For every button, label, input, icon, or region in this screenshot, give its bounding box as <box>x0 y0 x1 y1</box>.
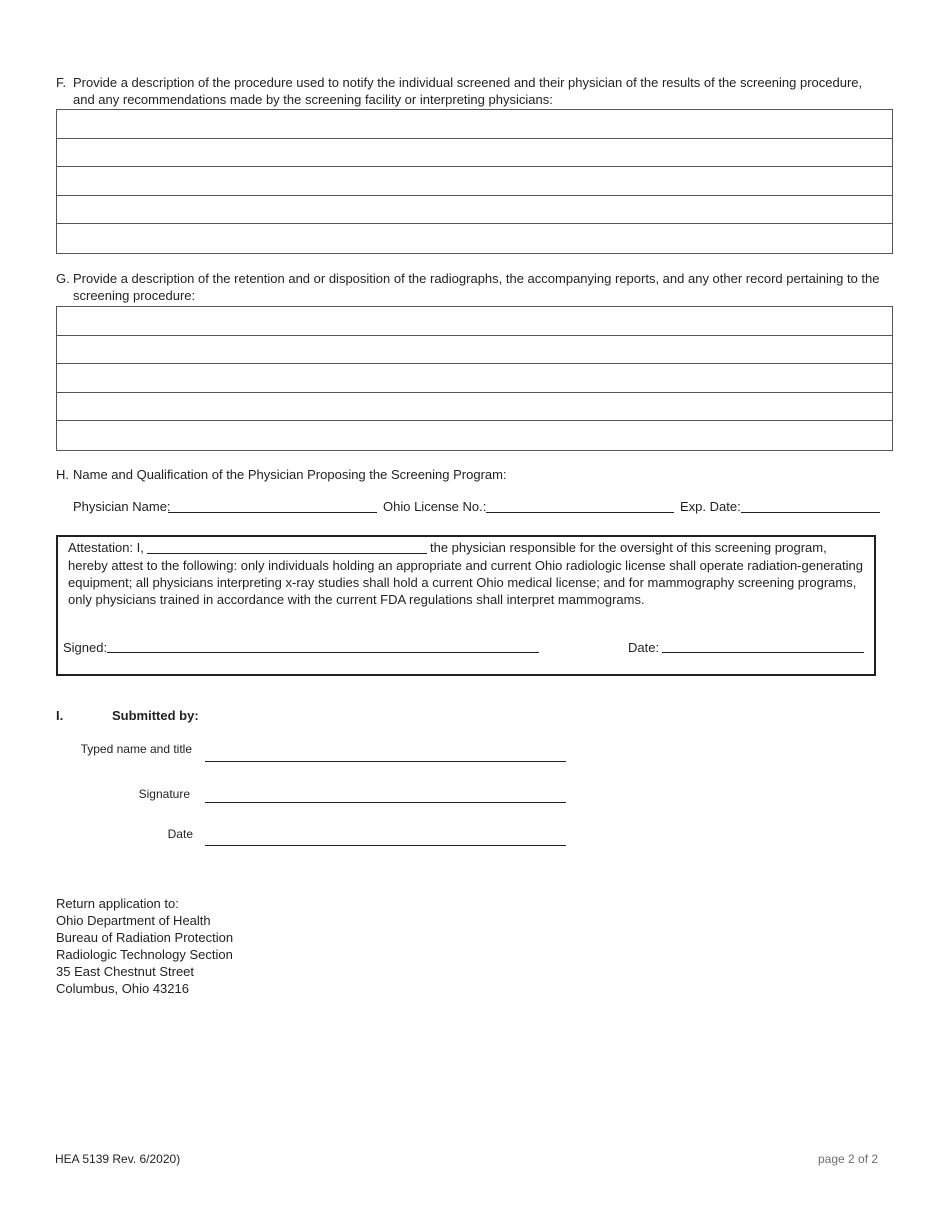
physician-name-field[interactable] <box>168 512 377 513</box>
page-number: page 2 of 2 <box>818 1152 879 1166</box>
typed-name-field[interactable] <box>205 761 566 762</box>
section-h-prompt <box>56 466 886 483</box>
section-i-letter: I. <box>56 708 64 723</box>
return-line: Columbus, Ohio 43216 <box>56 981 189 996</box>
return-address <box>56 895 233 997</box>
form-id: HEA 5139 Rev. 6/2020) <box>55 1152 181 1166</box>
signed-label: Signed: <box>63 640 108 655</box>
answer-line[interactable] <box>57 224 892 253</box>
section-f-letter: F. <box>56 75 67 90</box>
section-g-text: Provide a description of the retention and or disposition of the radiographs, the accompanying reports, and any other record pertaining to the screening procedure: <box>73 271 880 303</box>
answer-line[interactable] <box>57 393 892 422</box>
exp-date-field[interactable] <box>741 512 880 513</box>
answer-line[interactable] <box>57 196 892 225</box>
section-g-answer-grid <box>56 306 893 451</box>
section-f-prompt <box>56 74 886 108</box>
return-line: Bureau of Radiation Protection <box>56 930 234 945</box>
section-g-prompt <box>56 270 886 304</box>
section-h-letter: H. <box>56 467 69 482</box>
attesting-physician-field[interactable] <box>147 553 427 554</box>
answer-line[interactable] <box>57 139 892 168</box>
section-f-text: Provide a description of the procedure used to notify the individual screened and their physician of the results of the screening procedure, and any recommendations made by the screening facility or interpreting physicians: <box>73 75 863 107</box>
attestation-signature-field[interactable] <box>107 652 539 653</box>
attestation-body: hereby attest to the following: only individuals holding an appropriate and current Ohio radiologic license shall operate radiation-generating equipment; all physicians interpreting x-ray studies shall hold a current Ohio medical license; and for mammography screening programs, only physicians trained in accordance with the current FDA regulations shall interpret mammograms. <box>68 558 863 607</box>
signature-label: Signature <box>138 787 190 801</box>
attestation-date-field[interactable] <box>662 652 864 653</box>
answer-line[interactable] <box>57 364 892 393</box>
exp-date-label: Exp. Date: <box>680 499 741 514</box>
answer-line[interactable] <box>57 167 892 196</box>
section-f-answer-grid <box>56 109 893 254</box>
attestation-prefix: Attestation: I, <box>68 540 144 555</box>
return-line: Radiologic Technology Section <box>56 947 233 962</box>
section-i-title: Submitted by: <box>112 708 199 723</box>
return-line: Ohio Department of Health <box>56 913 211 928</box>
date-field[interactable] <box>205 845 566 846</box>
answer-line[interactable] <box>57 421 892 450</box>
signature-field[interactable] <box>205 802 566 803</box>
answer-line[interactable] <box>57 307 892 336</box>
return-line: Return application to: <box>56 896 179 911</box>
typed-name-label: Typed name and title <box>80 742 192 756</box>
date-label: Date <box>167 827 193 841</box>
license-number-field[interactable] <box>486 512 674 513</box>
license-label: Ohio License No.: <box>383 499 487 514</box>
attestation-line1-suffix: the physician responsible for the oversight of this screening program, <box>430 540 827 555</box>
section-g-letter: G. <box>56 271 70 286</box>
section-h-text: Name and Qualification of the Physician Proposing the Screening Program: <box>73 467 507 482</box>
return-line: 35 East Chestnut Street <box>56 964 195 979</box>
answer-line[interactable] <box>57 336 892 365</box>
answer-line[interactable] <box>57 110 892 139</box>
attestation-date-label: Date: <box>628 640 660 655</box>
physician-name-label: Physician Name: <box>73 499 171 514</box>
